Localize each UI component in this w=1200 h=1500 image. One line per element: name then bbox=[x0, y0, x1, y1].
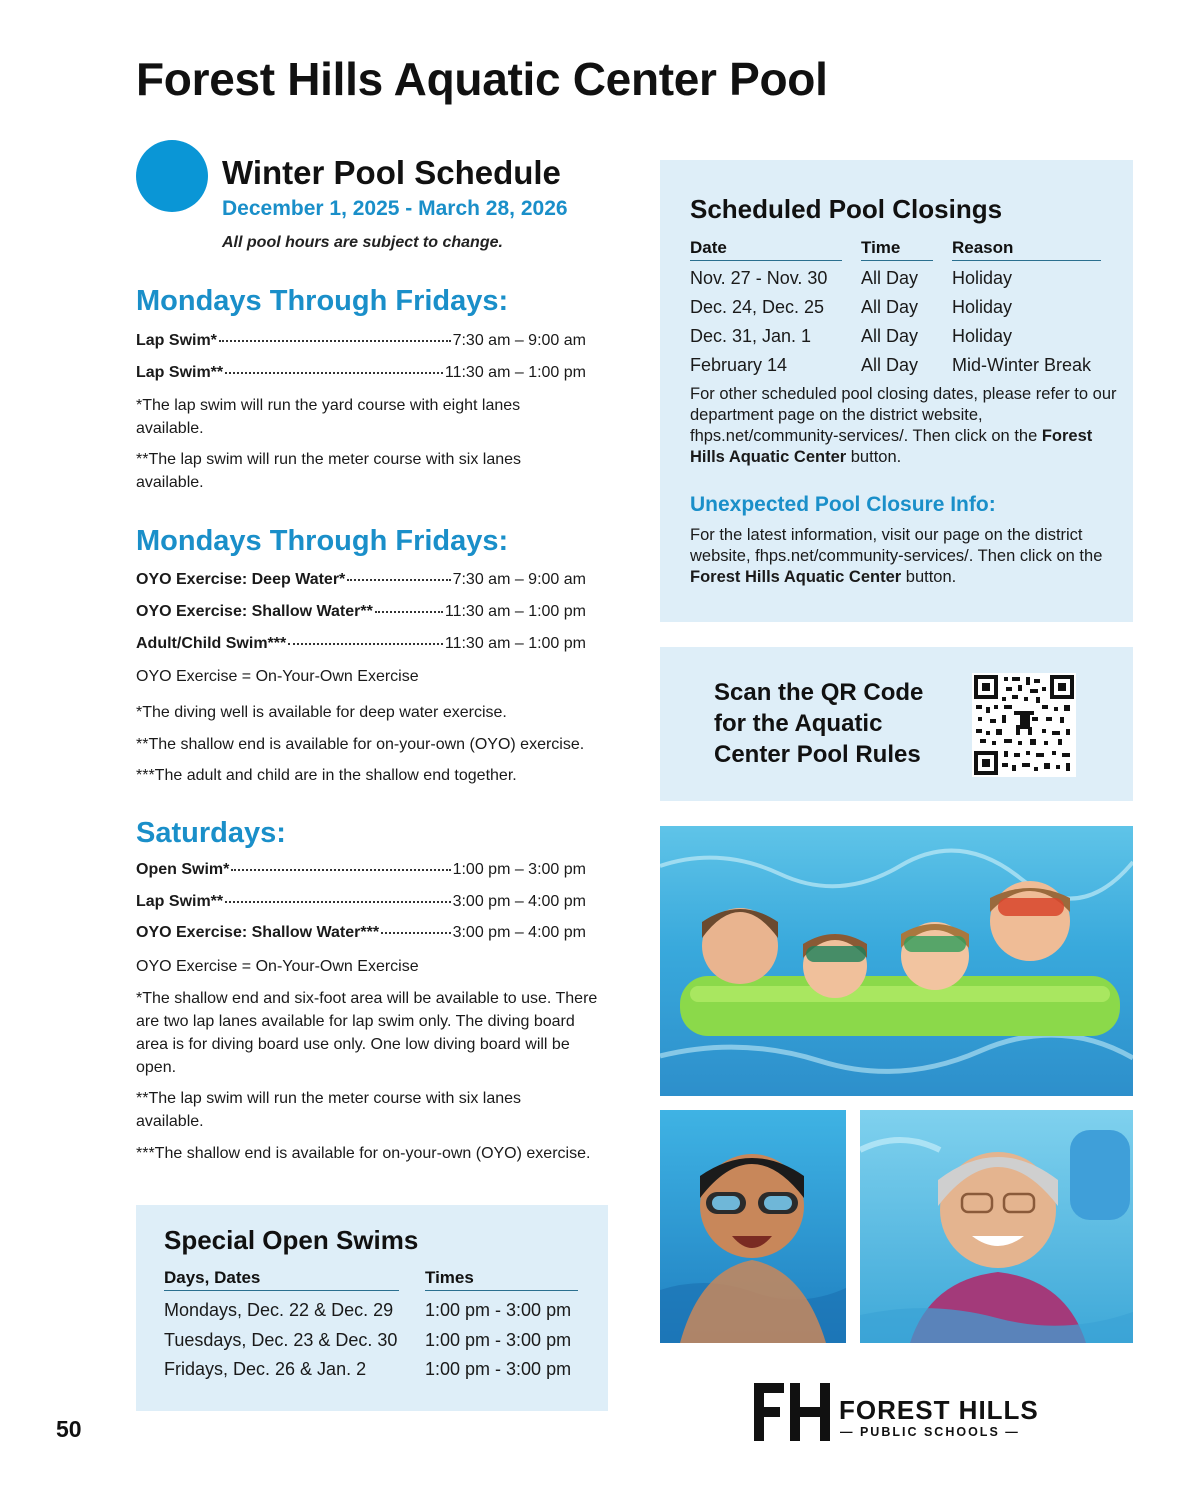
schedule-title: Winter Pool Schedule bbox=[222, 154, 561, 191]
row-label: OYO Exercise: Shallow Water** bbox=[136, 603, 373, 620]
page-title: Forest Hills Aquatic Center Pool bbox=[136, 53, 828, 105]
special-open-swims-box bbox=[136, 1205, 608, 1411]
row-time: 11:30 am – 1:00 pm bbox=[444, 635, 586, 652]
column-header-time: Time bbox=[861, 238, 933, 261]
closing-date: Dec. 24, Dec. 25 bbox=[690, 297, 825, 317]
closing-row bbox=[690, 268, 1110, 292]
logo-subtitle: — PUBLIC SCHOOLS — bbox=[840, 1425, 1020, 1439]
closing-reason: Holiday bbox=[952, 268, 1013, 288]
column-header-reason: Reason bbox=[952, 238, 1101, 261]
special-swim-days: Fridays, Dec. 26 & Jan. 2 bbox=[164, 1359, 367, 1379]
senior-woman-swimming-photo bbox=[860, 1110, 1133, 1343]
special-swim-days: Tuesdays, Dec. 23 & Dec. 30 bbox=[164, 1330, 398, 1350]
closing-row bbox=[690, 355, 1110, 379]
schedule-row bbox=[136, 571, 586, 589]
page-number: 50 bbox=[56, 1416, 82, 1442]
closing-date: Dec. 31, Jan. 1 bbox=[690, 326, 812, 346]
row-label: OYO Exercise: Deep Water* bbox=[136, 571, 346, 588]
closing-row bbox=[690, 326, 1110, 350]
blue-circle-icon bbox=[136, 140, 208, 212]
qr-code-icon[interactable] bbox=[972, 673, 1076, 777]
schedule-note: All pool hours are subject to change. bbox=[222, 234, 503, 251]
unexpected-closure-title: Unexpected Pool Closure Info: bbox=[690, 493, 996, 516]
closing-time: All Day bbox=[861, 355, 919, 375]
qr-box bbox=[660, 647, 1133, 801]
row-label: Lap Swim* bbox=[136, 332, 217, 349]
schedule-dates: December 1, 2025 - March 28, 2026 bbox=[222, 197, 568, 220]
row-label: Open Swim* bbox=[136, 861, 230, 878]
row-time: 7:30 am – 9:00 am bbox=[452, 571, 586, 588]
unexpected-closure-info: For the latest information, visit our page on the district website, fhps.net/community-services/. Then click on the Forest Hills Aquatic Center button. bbox=[690, 526, 1103, 586]
row-time: 11:30 am – 1:00 pm bbox=[444, 364, 586, 381]
forest-hills-logo-icon bbox=[754, 1383, 832, 1441]
row-label: Lap Swim** bbox=[136, 893, 224, 910]
closing-reason: Mid-Winter Break bbox=[952, 355, 1092, 375]
closing-date: Nov. 27 - Nov. 30 bbox=[690, 268, 828, 288]
closing-reason: Holiday bbox=[952, 326, 1013, 346]
footnote: ***The adult and child are in the shallow end together. bbox=[136, 767, 517, 784]
oyo-definition: OYO Exercise = On-Your-Own Exercise bbox=[136, 668, 419, 685]
row-time: 11:30 am – 1:00 pm bbox=[444, 603, 586, 620]
special-swim-times: 1:00 pm - 3:00 pm bbox=[425, 1300, 572, 1320]
closing-time: All Day bbox=[861, 297, 919, 317]
special-swim-times: 1:00 pm - 3:00 pm bbox=[425, 1330, 572, 1350]
schedule-row bbox=[136, 861, 586, 879]
closing-row bbox=[690, 297, 1110, 321]
row-time: 1:00 pm – 3:00 pm bbox=[452, 861, 586, 878]
row-time: 3:00 pm – 4:00 pm bbox=[452, 893, 586, 910]
closing-time: All Day bbox=[861, 268, 919, 288]
column-header-days: Days, Dates bbox=[164, 1268, 399, 1291]
footnote: **The shallow end is available for on-your-own (OYO) exercise. bbox=[136, 736, 585, 753]
closings-info: For other scheduled pool closing dates, please refer to our department page on the district website, fhps.net/community-services/. Then click on the Forest Hills Aquatic Center button. bbox=[690, 385, 1117, 466]
closings-title: Scheduled Pool Closings bbox=[690, 194, 1003, 224]
family-swimming-photo bbox=[660, 826, 1133, 1096]
row-time: 7:30 am – 9:00 am bbox=[452, 332, 586, 349]
column-header-times: Times bbox=[425, 1268, 578, 1291]
footnote: *The diving well is available for deep water exercise. bbox=[136, 704, 507, 721]
boy-swimming-photo bbox=[660, 1110, 846, 1343]
schedule-row bbox=[136, 603, 586, 621]
qr-caption: Scan the QR Code for the Aquatic Center Pool Rules bbox=[714, 679, 924, 768]
footnote: *The lap swim will run the yard course with eight lanes available. bbox=[136, 397, 521, 437]
schedule-row bbox=[136, 332, 586, 350]
logo-name: FOREST HILLS bbox=[839, 1395, 1039, 1425]
closing-reason: Holiday bbox=[952, 297, 1013, 317]
row-time: 3:00 pm – 4:00 pm bbox=[452, 924, 586, 941]
footnote: ***The shallow end is available for on-your-own (OYO) exercise. bbox=[136, 1145, 591, 1162]
closing-time: All Day bbox=[861, 326, 919, 346]
schedule-row bbox=[136, 364, 586, 382]
footnote: **The lap swim will run the meter course with six lanes available. bbox=[136, 1090, 522, 1130]
special-swim-days: Mondays, Dec. 22 & Dec. 29 bbox=[164, 1300, 394, 1320]
footnote: **The lap swim will run the meter course with six lanes available. bbox=[136, 451, 522, 491]
footnote: *The shallow end and six-foot area will be available to use. There are two lap lanes available for lap swim only. The diving board area is for diving board use only. One low diving board will be open. bbox=[136, 990, 598, 1076]
schedule-row bbox=[136, 924, 586, 942]
column-header-date: Date bbox=[690, 238, 842, 261]
special-swims-title: Special Open Swims bbox=[164, 1225, 419, 1255]
row-label: OYO Exercise: Shallow Water*** bbox=[136, 924, 380, 941]
section-heading-weekday-lap: Mondays Through Fridays: bbox=[136, 285, 509, 317]
row-label: Adult/Child Swim*** bbox=[136, 635, 287, 652]
row-label: Lap Swim** bbox=[136, 364, 224, 381]
schedule-row bbox=[136, 635, 586, 653]
section-heading-saturdays: Saturdays: bbox=[136, 817, 286, 849]
schedule-row bbox=[136, 893, 586, 911]
section-heading-weekday-exercise: Mondays Through Fridays: bbox=[136, 525, 509, 557]
closings-box bbox=[660, 160, 1133, 622]
special-swim-times: 1:00 pm - 3:00 pm bbox=[425, 1359, 572, 1379]
oyo-definition: OYO Exercise = On-Your-Own Exercise bbox=[136, 958, 419, 975]
closing-date: February 14 bbox=[690, 355, 788, 375]
